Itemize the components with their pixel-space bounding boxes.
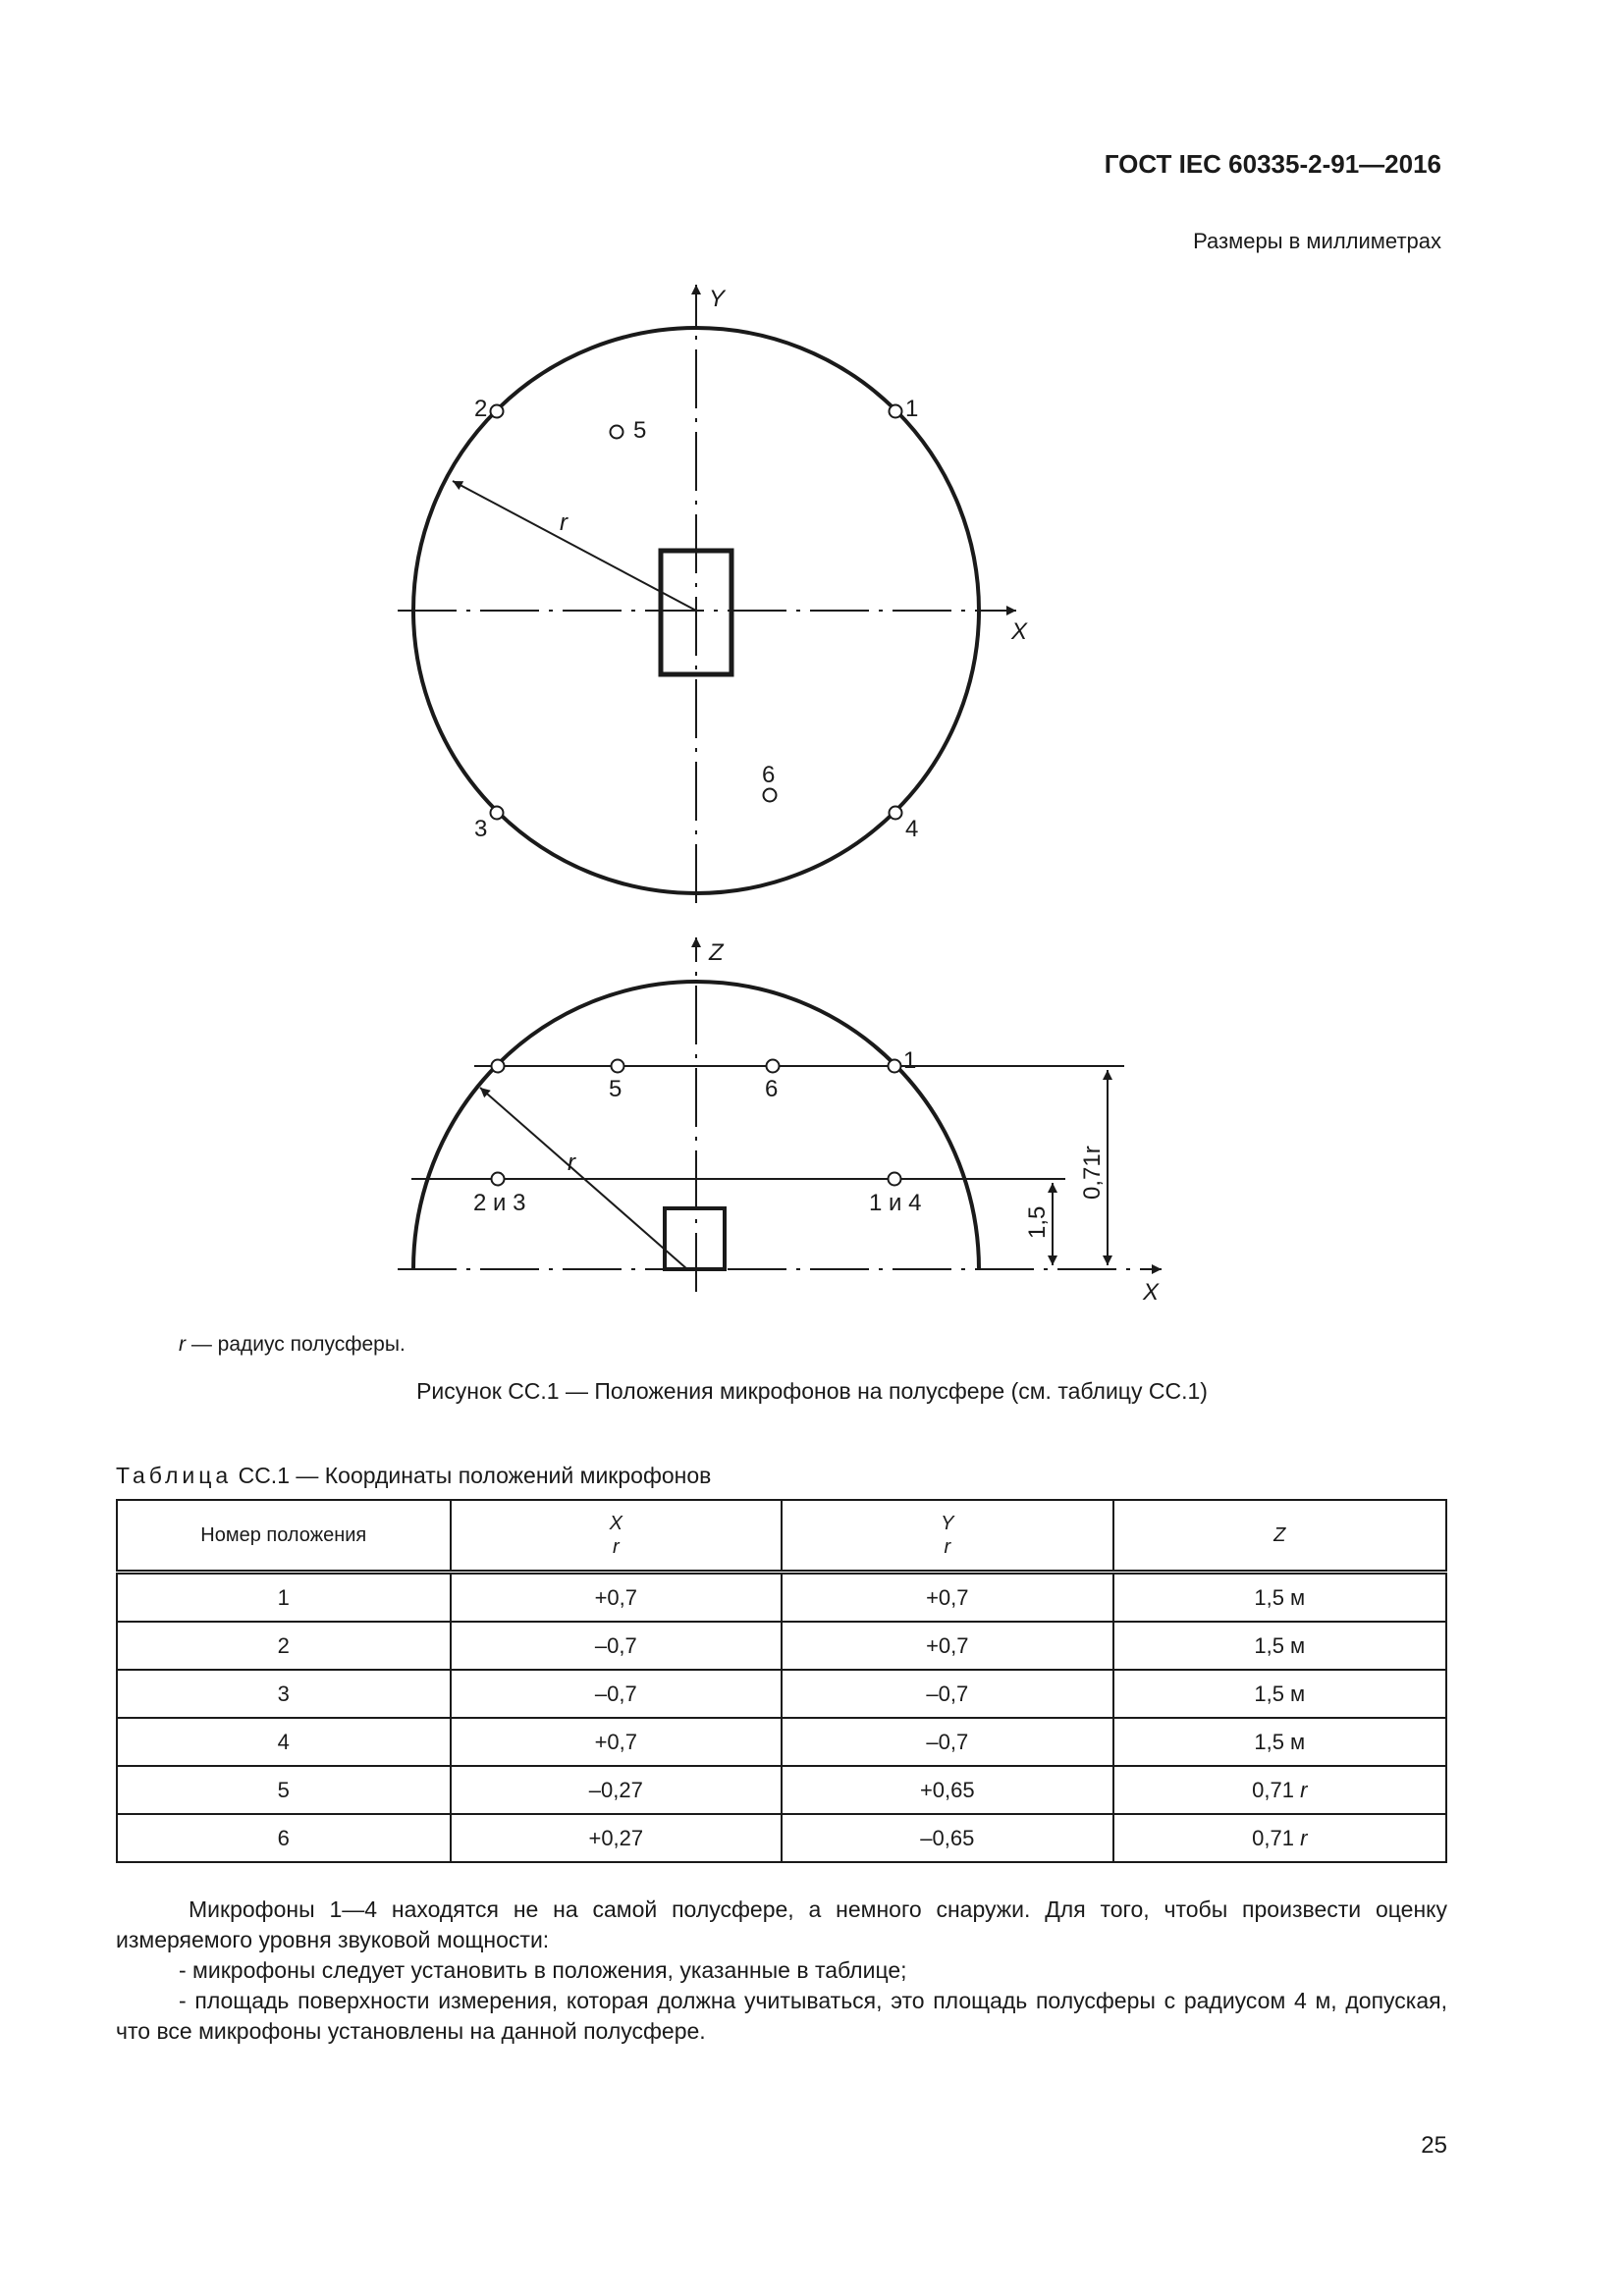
- header-y-den: r: [944, 1536, 951, 1558]
- cell-x: –0,7: [451, 1622, 782, 1670]
- table-row: [117, 1573, 1446, 1623]
- body-text: [116, 1895, 1447, 2047]
- cell-y: –0,7: [782, 1718, 1112, 1766]
- table-title-word: Таблица: [116, 1463, 233, 1488]
- top-mic-6-marker: [764, 789, 777, 802]
- dim-071r-label: 0,71r: [1079, 1146, 1106, 1200]
- side-radius-label: r: [568, 1149, 575, 1176]
- page-number: 25: [1421, 2132, 1447, 2159]
- header-x-den: r: [612, 1536, 620, 1558]
- top-y-axis-label: Y: [709, 286, 726, 312]
- header-z: [1113, 1500, 1446, 1573]
- table-title-rest: СС.1 — Координаты положений микрофонов: [238, 1463, 712, 1488]
- cell-z: 1,5 м: [1113, 1670, 1446, 1718]
- header-y-num: Y: [941, 1513, 954, 1534]
- cell-position: 4: [117, 1718, 451, 1766]
- cell-x: +0,7: [451, 1718, 782, 1766]
- header-x: [451, 1500, 782, 1573]
- side-view: [398, 937, 1162, 1306]
- side-mic-1: [889, 1060, 901, 1073]
- side-mic-upper-left: [492, 1060, 505, 1073]
- top-mic-2-marker: [491, 405, 504, 418]
- side-mic-2-3: [492, 1173, 505, 1186]
- figure-caption: Рисунок СС.1 — Положения микрофонов на полусфере (см. таблицу СС.1): [416, 1378, 1208, 1404]
- cell-y: +0,65: [782, 1766, 1112, 1814]
- cell-x: +0,7: [451, 1573, 782, 1623]
- top-mic-3-label: 3: [474, 816, 488, 842]
- side-mic-1-4-label: 1 и 4: [869, 1190, 922, 1216]
- top-mic-1-marker: [890, 405, 902, 418]
- cell-x: +0,27: [451, 1814, 782, 1862]
- side-x-axis-label: X: [1143, 1279, 1160, 1306]
- header-y: [782, 1500, 1112, 1573]
- legend-text: — радиус полусферы.: [190, 1333, 406, 1356]
- table-title: [116, 1463, 711, 1489]
- cell-y: –0,7: [782, 1670, 1112, 1718]
- table-row: [117, 1622, 1446, 1670]
- table-row: [117, 1718, 1446, 1766]
- standard-id: ГОСТ IEC 60335-2-91—2016: [1104, 149, 1441, 179]
- table-row: [117, 1670, 1446, 1718]
- cell-z: [1113, 1814, 1446, 1862]
- table-row: [117, 1814, 1446, 1862]
- header-position: Номер положения: [117, 1500, 451, 1573]
- cell-y: +0,7: [782, 1622, 1112, 1670]
- side-z-axis-label: Z: [709, 939, 724, 966]
- top-radius-label: r: [560, 509, 568, 536]
- legend-symbol: r: [179, 1333, 186, 1356]
- dim-1-5-label: 1,5: [1024, 1205, 1051, 1239]
- cell-z: 1,5 м: [1113, 1718, 1446, 1766]
- cell-z-value: 0,71: [1252, 1825, 1294, 1850]
- cell-x: –0,7: [451, 1670, 782, 1718]
- side-mic-1-4: [889, 1173, 901, 1186]
- side-mic-5: [612, 1060, 624, 1073]
- units-note: Размеры в миллиметрах: [1193, 229, 1441, 253]
- cell-z: 1,5 м: [1113, 1573, 1446, 1623]
- cell-y: +0,7: [782, 1573, 1112, 1623]
- cell-z-value: 0,71: [1252, 1777, 1294, 1802]
- paragraph-3: - площадь поверхности измерения, которая должна учитываться, это площадь полусферы с радиусом 4 м, допуская, что все микрофоны установлены на данной полусфере.: [116, 1988, 1447, 2044]
- cell-z: [1113, 1766, 1446, 1814]
- top-mic-1-label: 1: [905, 396, 919, 422]
- cell-position: 1: [117, 1573, 451, 1623]
- top-mic-3-marker: [491, 807, 504, 820]
- table-header-row: [117, 1500, 1446, 1573]
- header-z-label: Z: [1273, 1523, 1286, 1546]
- paragraph-2: - микрофоны следует установить в положения, указанные в таблице;: [179, 1957, 907, 1983]
- top-view: [398, 285, 1028, 903]
- top-radius-line: [453, 481, 696, 611]
- top-mic-6-label: 6: [762, 762, 776, 788]
- coordinates-table: [116, 1499, 1447, 1863]
- cell-position: 5: [117, 1766, 451, 1814]
- cell-y: –0,65: [782, 1814, 1112, 1862]
- figure-legend: [179, 1333, 406, 1357]
- top-mic-4-label: 4: [905, 816, 919, 842]
- paragraph-1: Микрофоны 1—4 находятся не на самой полусфере, а немного снаружи. Для того, чтобы произвести оценку измеряемого уровня звуковой мощности:: [116, 1896, 1447, 1952]
- top-mic-5-label: 5: [633, 417, 647, 444]
- side-mic-6-label: 6: [765, 1076, 779, 1102]
- side-mic-1-label: 1: [903, 1047, 917, 1074]
- cell-position: 6: [117, 1814, 451, 1862]
- top-mic-5-marker: [611, 426, 623, 439]
- cell-position: 2: [117, 1622, 451, 1670]
- cell-x: –0,27: [451, 1766, 782, 1814]
- side-mic-6: [767, 1060, 780, 1073]
- cell-z-symbol: r: [1300, 1777, 1308, 1802]
- cell-z-symbol: r: [1300, 1825, 1308, 1850]
- side-mic-2-3-label: 2 и 3: [473, 1190, 526, 1216]
- top-mic-2-label: 2: [474, 396, 488, 422]
- table-row: [117, 1766, 1446, 1814]
- top-mic-4-marker: [890, 807, 902, 820]
- side-mic-5-label: 5: [609, 1076, 623, 1102]
- cell-z: 1,5 м: [1113, 1622, 1446, 1670]
- header-x-num: X: [609, 1513, 623, 1534]
- side-view-appliance: [665, 1208, 725, 1269]
- top-x-axis-label: X: [1011, 618, 1028, 645]
- cell-position: 3: [117, 1670, 451, 1718]
